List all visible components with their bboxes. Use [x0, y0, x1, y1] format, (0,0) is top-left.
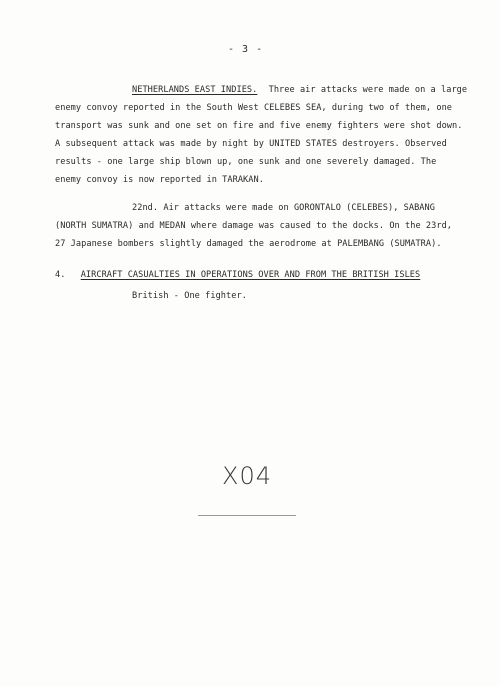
section-heading-aircraft-casualties: AIRCRAFT CASUALTIES IN OPERATIONS OVER AND FROM THE BRITISH ISLES	[80, 270, 421, 280]
paragraph-1-line-6: enemy convoy is now reported in TARAKAN.	[55, 175, 264, 185]
section-number: 4.	[55, 270, 66, 280]
page-number: - 3 -	[228, 44, 264, 55]
paragraph-2-line-3: 27 Japanese bombers slightly damaged the aerodrome at PALEMBANG (SUMATRA).	[55, 239, 442, 249]
paragraph-1-line-2: enemy convoy reported in the South West CELEBES SEA, during two of them, one	[55, 103, 453, 113]
section-heading-netherlands: NETHERLANDS EAST INDIES.	[132, 85, 258, 95]
paragraph-1-line-3: transport was sunk and one set on fire and five enemy fighters were shot down.	[55, 121, 463, 131]
paragraph-2-line-1: 22nd. Air attacks were made on GORONTALO (CELEBES), SABANG	[132, 203, 435, 213]
horizontal-rule	[198, 515, 296, 516]
paragraph-1-line-1	[132, 85, 467, 95]
paragraph-2-line-2: (NORTH SUMATRA) and MEDAN where damage was caused to the docks. On the 23rd,	[55, 221, 453, 231]
section-4-heading-line	[55, 270, 420, 280]
section-4-line-1: British - One fighter.	[132, 291, 247, 301]
paragraph-1-line-4: A subsequent attack was made by night by UNITED STATES destroyers. Observed	[55, 139, 447, 149]
paragraph-1-line-1-text: Three air attacks were made on a large	[268, 85, 468, 95]
paragraph-1-line-5: results - one large ship blown up, one sunk and one severely damaged. The	[55, 157, 437, 167]
handwritten-annotation: X04	[222, 462, 272, 490]
